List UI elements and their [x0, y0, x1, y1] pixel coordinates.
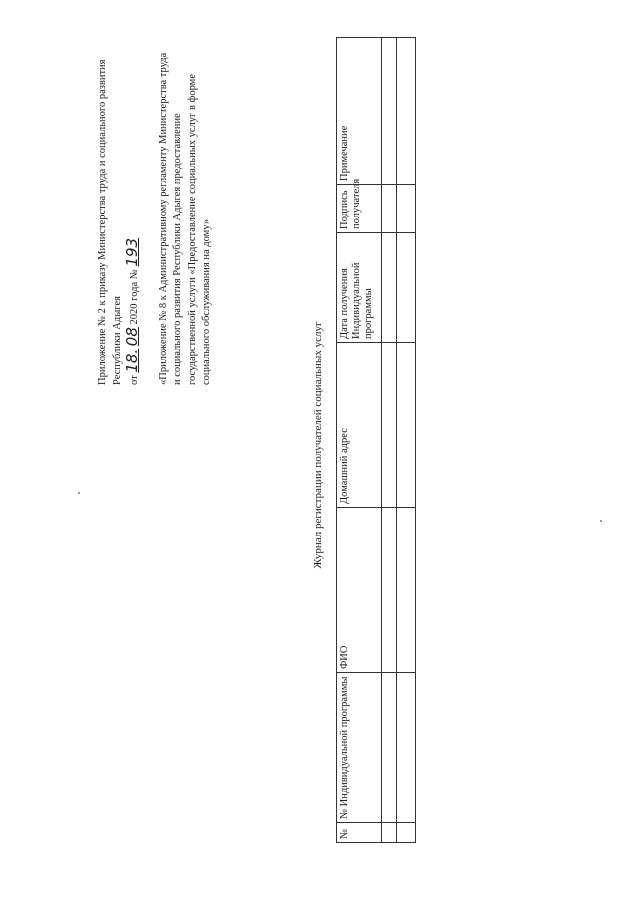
order-header — [96, 45, 215, 385]
column-header-program-number: № Индивидуальной программы — [337, 673, 382, 823]
table-row — [382, 38, 397, 843]
date-prefix: от — [129, 375, 140, 385]
journal-title: Журнал регистрации получателей социальных услуг — [312, 321, 324, 569]
date-day: 18. — [123, 348, 141, 373]
order-reference: Приложение № 2 к приказу Министерства труда и социального развития Республики Адыгея — [97, 59, 123, 385]
appendix-reference: «Приложение № 8 к Административному регламенту Министерства труда и социального развития Республики Адыгея предоставление государственной услуги «Предоставление социальных услуг в форме социального обслуживания на дому» — [157, 52, 212, 385]
order-date-line — [125, 45, 143, 385]
column-header-full-name: ФИО — [337, 508, 382, 673]
table-row — [397, 38, 416, 843]
column-header-signature: Подпись получателя — [337, 185, 382, 233]
date-year: 2020 года № — [129, 269, 140, 325]
column-header-note: Примечание — [337, 38, 382, 185]
date-month: 08 — [123, 327, 141, 347]
column-header-number: № — [337, 823, 382, 843]
column-header-home-address: Домашний адрес — [337, 343, 382, 508]
table-header-row — [337, 38, 382, 843]
registration-table — [336, 37, 416, 843]
spacer — [143, 45, 157, 385]
column-header-program-date: Дата получения Индивидуальной программы — [337, 233, 382, 343]
order-number: 193 — [123, 237, 141, 267]
